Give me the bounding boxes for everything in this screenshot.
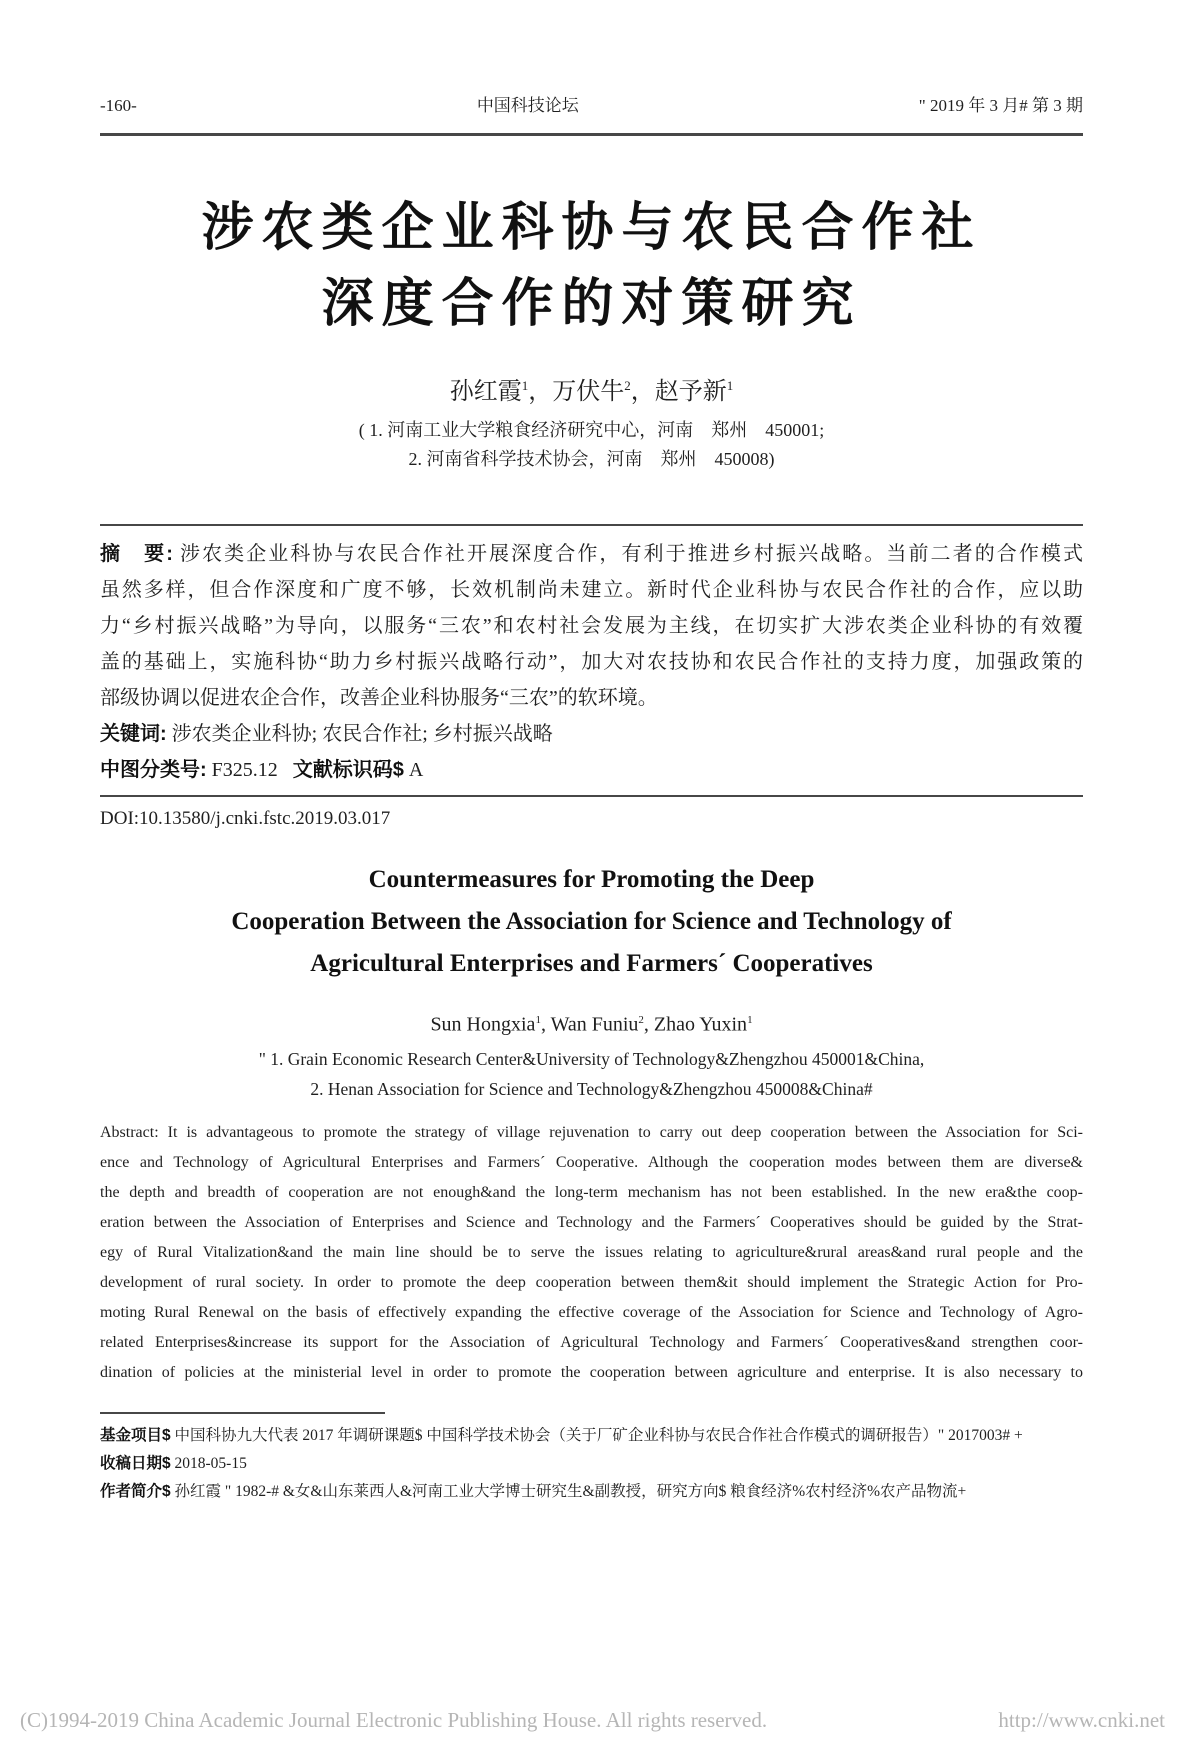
abstract-en-line-2: ence and Technology of Agricultural Enterprises and Farmers´ Cooperative. Although the cooperation modes between them are diverse& [100, 1153, 1083, 1171]
abstract-cn-line-5: 部级协调以促进农企合作，改善企业科协服务“三农”的软环境。 [100, 687, 658, 709]
abstract-cn-line-2: 虽然多样，但合作深度和广度不够，长效机制尚未建立。新时代企业科协与农民合作社的合作，应以助 [100, 579, 1083, 601]
footnote-received [100, 1450, 1083, 1478]
abstract-cn-line-1 [100, 536, 1083, 572]
abstract-en-line-3: the depth and breadth of cooperation are not enough&and the long-term mechanism has not been established. In the new era&the coop- [100, 1183, 1083, 1201]
abstract-en-line-9: dination of policies at the ministerial level in order to promote the cooperation between agriculture and enterprise. It is also necessary to [100, 1363, 1083, 1381]
article-title-en-line1: Countermeasures for Promoting the Deep [368, 866, 815, 893]
author-name-2: 万伏牛 [552, 379, 625, 405]
page-number: -160- [100, 96, 137, 115]
doc-code-label: 文献标识码$ [292, 759, 404, 781]
abstract-en-line-1: Abstract: It is advantageous to promote the strategy of village rejuvenation to carry out deep cooperation between the Association for Sci- [100, 1123, 1083, 1141]
abstract-cn-line-3: 力“乡村振兴战略”为导向，以服务“三农”和农村社会发展为主线，在切实扩大涉农类企业科协的有效覆 [100, 615, 1083, 637]
page-header [100, 95, 1083, 117]
author-superscript-3: 1 [726, 378, 734, 393]
footnote-divider [100, 1412, 385, 1414]
author-en-separator: , [540, 1013, 551, 1036]
author-separator: ， [528, 379, 553, 405]
author-en-separator: , [643, 1013, 654, 1036]
article-title-en-line3: Agricultural Enterprises and Farmers´ Cooperatives [310, 950, 873, 977]
abstract-en-line-4: eration between the Association of Enterprises and Science and Technology and the Farmers´ Cooperatives should be guided by the Strat- [100, 1213, 1083, 1231]
abstract-cn-text-1: 涉农类企业科协与农民合作社开展深度合作，有利于推进乡村振兴战略。当前二者的合作模式 [179, 543, 1083, 565]
footer-copyright: (C)1994-2019 China Academic Journal Electronic Publishing House. All rights reserved. [20, 1708, 768, 1732]
abstract-en-line-6: development of rural society. In order to promote the deep cooperation between them&it should implement the Strategic Action for Pro- [100, 1273, 1083, 1291]
keywords-label: 关键词: [100, 723, 167, 745]
footnote-received-text: 2018-05-15 [174, 1454, 247, 1472]
article-title-cn [100, 190, 1083, 342]
doi-divider [100, 795, 1083, 797]
affiliation-cn-1: ( 1. 河南工业大学粮食经济研究中心，河南 郑州 450001; [358, 420, 825, 440]
author-en-name-3: Zhao Yuxin [653, 1013, 748, 1036]
clc-label: 中图分类号: [100, 759, 207, 781]
author-superscript-2: 2 [624, 378, 631, 393]
abstract-top-divider [100, 524, 1083, 526]
page [100, 95, 1083, 1506]
affiliation-cn-2: 2. 河南省科学技术协会，河南 郑州 450008) [408, 449, 775, 469]
author-name-1: 孙红霞 [449, 379, 522, 405]
author-en-superscript-1: 1 [535, 1014, 541, 1026]
footnote-fund-label: 基金项目$ [100, 1426, 171, 1444]
abstract-en-line-7: moting Rural Renewal on the basis of effectively expanding the effective coverage of the Association for Science and Technology of Agro- [100, 1303, 1083, 1321]
affiliations-en [100, 1044, 1083, 1104]
footnotes [100, 1422, 1083, 1506]
author-en-superscript-2: 2 [638, 1014, 644, 1026]
clc-value: F325.12 [211, 759, 278, 781]
abstract-cn-line-4: 盖的基础上，实施科协“助力乡村振兴战略行动”，加大对农技协和农民合作社的支持力度，加强政策的 [100, 651, 1083, 673]
doi-text: DOI:10.13580/j.cnki.fstc.2019.03.017 [100, 808, 391, 829]
abstract-en-line-8: related Enterprises&increase its support for the Association of Agricultural Technology and Farmers´ Cooperatives&and strengthen coor- [100, 1333, 1083, 1351]
journal-title: 中国科技论坛 [476, 96, 579, 115]
article-title-cn-line1: 涉农类企业科协与农民合作社 [201, 199, 982, 257]
author-superscript-1: 1 [521, 378, 529, 393]
footnote-fund [100, 1422, 1083, 1450]
keywords-cn [100, 716, 1083, 752]
doc-code-value: A [408, 759, 424, 781]
footnote-bio-text: 孙红霞 " 1982-# &女&山东莱西人&河南工业大学博士研究生&副教授，研究方向$ 粮食经济%农村经济%农产品物流+ [174, 1482, 967, 1500]
footnote-fund-text: 中国科协九大代表 2017 年调研课题$ 中国科学技术协会（关于厂矿企业科协与农民合作社合作模式的调研报告）" 2017003# + [174, 1426, 1023, 1444]
affiliation-en-1: " 1. Grain Economic Research Center&University of Technology&Zhengzhou 450001&China, [258, 1048, 925, 1069]
footer-url: http://www.cnki.net [998, 1708, 1165, 1732]
header-divider [100, 133, 1083, 136]
author-en-superscript-3: 1 [747, 1014, 753, 1026]
footnote-received-label: 收稿日期$ [100, 1454, 171, 1472]
issue-info: " 2019 年 3 月# 第 3 期 [918, 96, 1083, 115]
author-en-name-2: Wan Funiu [550, 1013, 639, 1036]
authors-en [100, 1007, 1083, 1038]
classification-line [100, 752, 1083, 788]
abstract-en-line-5: egy of Rural Vitalization&and the main line should be to serve the issues relating to agriculture&rural areas&and rural people and the [100, 1243, 1083, 1261]
article-title-cn-line2: 深度合作的对策研究 [321, 275, 862, 333]
author-name-3: 赵予新 [654, 379, 727, 405]
footnote-bio-label: 作者简介$ [100, 1482, 171, 1500]
author-separator: ， [630, 379, 655, 405]
article-title-en-line2: Cooperation Between the Association for Science and Technology of [231, 908, 952, 935]
abstract-cn [100, 536, 1083, 716]
affiliation-en-2: 2. Henan Association for Science and Technology&Zhengzhou 450008&China# [310, 1078, 873, 1099]
page-footer [20, 1707, 1165, 1733]
affiliations-cn [100, 416, 1083, 474]
author-en-name-1: Sun Hongxia [430, 1013, 536, 1036]
abstract-cn-label: 摘 要: [100, 543, 173, 565]
abstract-en [100, 1118, 1083, 1388]
keywords-text: 涉农类企业科协; 农民合作社; 乡村振兴战略 [171, 723, 553, 745]
article-title-en [100, 859, 1083, 985]
footnote-bio [100, 1478, 1083, 1506]
authors-cn [100, 370, 1083, 408]
